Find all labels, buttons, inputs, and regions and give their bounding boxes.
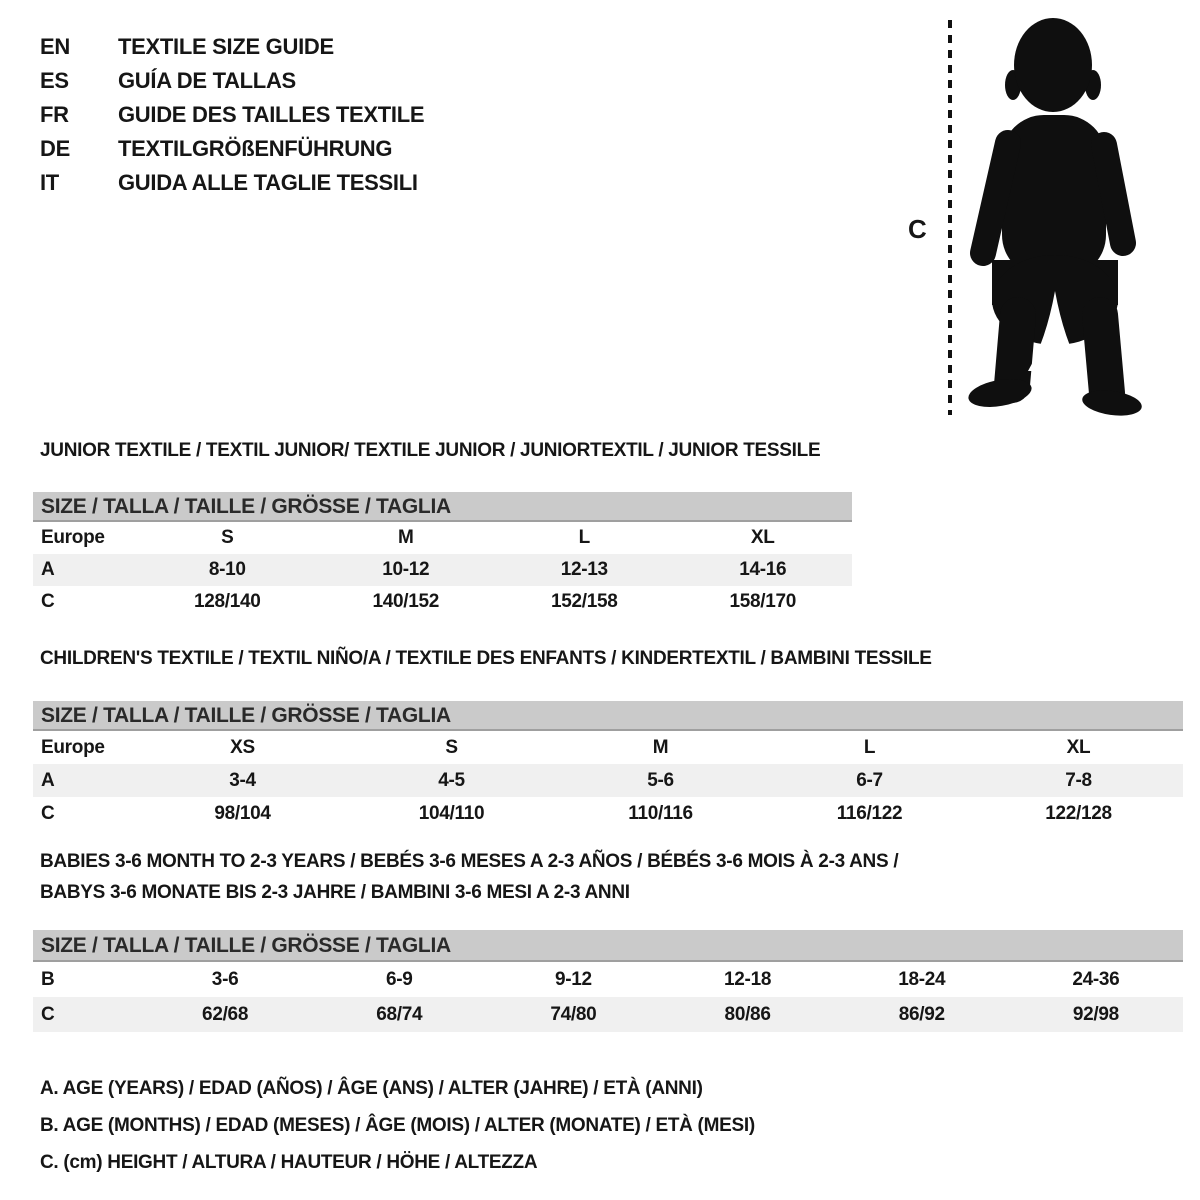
size-cell: 128/140 [193,591,261,612]
size-header-bar: SIZE / TALLA / TAILLE / GRÖSSE / TAGLIA [33,930,1183,962]
row-label: A [41,559,55,580]
language-list [40,30,424,200]
table-row [33,586,852,618]
size-cell: 92/98 [1072,1003,1119,1025]
size-cell: 12-13 [560,559,608,580]
size-cell: 86/92 [898,1003,945,1025]
size-cell: 14-16 [739,559,787,580]
size-cell: 74/80 [550,1003,597,1025]
size-cell: S [221,527,234,548]
size-cell: 116/122 [836,802,903,824]
size-cell: 10-12 [382,559,430,580]
row-label: C [41,591,55,612]
language-code: FR [40,102,69,127]
size-cell: 9-12 [555,968,592,990]
legend-line: B. AGE (MONTHS) / EDAD (MESES) / ÂGE (MOIS) / ALTER (MONATE) / ETÀ (MESI) [40,1115,755,1136]
section-title-line: CHILDREN'S TEXTILE / TEXTIL NIÑO/A / TEXTILE DES ENFANTS / KINDERTEXTIL / BAMBINI TESSILE [40,648,932,669]
row-label: C [41,802,55,824]
table-row [33,522,852,554]
size-cell: XL [750,527,775,548]
table-row [33,554,852,586]
size-cell: 6-9 [385,968,413,990]
measurement-legend [40,1070,755,1181]
language-label: GUIDE DES TAILLES TEXTILE [118,102,425,127]
row-label: Europe [41,736,105,758]
size-cell: 4-5 [438,769,465,791]
size-cell: 122/128 [1045,802,1112,824]
table-row [33,797,1183,830]
language-row [40,166,424,200]
size-cell: L [863,736,876,758]
childrens-textile-section [33,643,1183,830]
size-cell: 24-36 [1072,968,1120,990]
table-row [33,962,1183,997]
table-row [33,731,1183,764]
language-label: TEXTILGRÖßENFÜHRUNG [118,136,393,161]
babies-textile-section [33,846,1183,1032]
height-label: C [908,214,927,244]
size-cell: 3-4 [229,769,256,791]
section-title-line: BABYS 3-6 MONATE BIS 2-3 JAHRE / BAMBINI 3-6 MESI A 2-3 ANNI [40,882,630,903]
language-row [40,30,424,64]
section-title [33,643,1183,674]
language-label: GUÍA DE TALLAS [118,68,296,93]
row-label: A [41,769,55,791]
row-label: B [41,968,55,990]
size-cell: S [445,736,458,758]
language-row [40,132,424,166]
table-row [33,997,1183,1032]
language-row [40,98,424,132]
size-cell: XS [230,736,255,758]
language-row [40,64,424,98]
size-cell: 98/104 [214,802,271,824]
baby-silhouette [966,18,1143,419]
size-cell: 62/68 [202,1003,249,1025]
baby-silhouette-graphic [940,15,1150,425]
size-cell: 80/86 [724,1003,771,1025]
size-cell: M [397,527,414,548]
section-title [33,846,1183,908]
legend-line: A. AGE (YEARS) / EDAD (AÑOS) / ÂGE (ANS) / ALTER (JAHRE) / ETÀ (ANNI) [40,1078,703,1099]
size-cell: 12-18 [724,968,772,990]
size-cell: 7-8 [1065,769,1092,791]
junior-textile-section [33,435,852,618]
table-rows [33,962,1183,1032]
language-label: GUIDA ALLE TAGLIE TESSILI [118,170,418,195]
section-title-line: JUNIOR TEXTILE / TEXTIL JUNIOR/ TEXTILE JUNIOR / JUNIORTEXTIL / JUNIOR TESSILE [40,440,821,461]
size-cell: 110/116 [628,802,693,824]
size-cell: 6-7 [856,769,883,791]
size-header-bar: SIZE / TALLA / TAILLE / GRÖSSE / TAGLIA [33,492,852,522]
size-cell: 140/152 [372,591,440,612]
table-row [33,764,1183,797]
language-code: DE [40,136,70,161]
language-code: IT [40,170,59,195]
size-header-bar: SIZE / TALLA / TAILLE / GRÖSSE / TAGLIA [33,701,1183,731]
size-cell: XL [1066,736,1091,758]
language-label: TEXTILE SIZE GUIDE [118,34,334,59]
section-title [33,435,852,466]
table-rows [33,522,852,618]
size-cell: 5-6 [647,769,674,791]
table-rows [33,731,1183,830]
row-label: Europe [41,527,105,548]
size-cell: L [578,527,590,548]
size-cell: 3-6 [211,968,239,990]
section-title-line: BABIES 3-6 MONTH TO 2-3 YEARS / BEBÉS 3-6 MESES A 2-3 AÑOS / BÉBÉS 3-6 MOIS À 2-3 ANS / [40,851,899,872]
size-cell: 8-10 [208,559,246,580]
language-code: ES [40,68,69,93]
legend-line: C. (cm) HEIGHT / ALTURA / HAUTEUR / HÖHE / ALTEZZA [40,1152,538,1173]
row-label: C [41,1003,55,1025]
size-cell: 18-24 [898,968,946,990]
size-cell: 152/158 [550,591,618,612]
baby-figure-area [940,15,1150,425]
language-code: EN [40,34,70,59]
size-cell: 68/74 [376,1003,423,1025]
size-cell: 104/110 [418,802,485,824]
size-cell: 158/170 [729,591,797,612]
size-cell: M [652,736,669,758]
